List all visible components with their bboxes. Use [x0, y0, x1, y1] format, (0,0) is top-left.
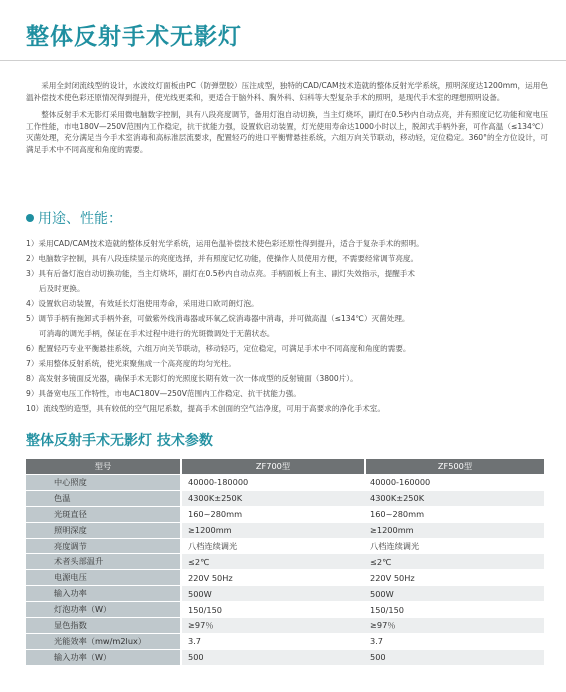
uses-item: 6）配置轻巧专业平衡悬挂系统，六组万向关节联动，移动轻巧，定位稳定，可满足手术中不同高度和角度的需要。	[26, 344, 411, 353]
spec-param-label: 输入功率	[26, 585, 180, 601]
spec-param-label: 亮度调节	[26, 538, 180, 554]
spec-param-value: ≤2℃	[364, 553, 544, 569]
spec-param-value: 八档连续调光	[364, 538, 544, 554]
uses-item-continued: 可消毒的调光手柄，保证在手术过程中进行的光斑微调处于无菌状态。	[39, 329, 275, 338]
spec-param-value: 500	[364, 649, 544, 665]
intro-paragraph: 整体反射手术无影灯采用微电脑数字控制，具有八段亮度调节，备用灯泡自动切换，当主灯烧坏，副灯在0.5秒内自动点亮，并有照度记忆功能和宽电压工作性能，市电180V—250V范围内工作稳定，抗干扰能力强，设置软启动装置，灯光使用寿命达1000小时以上，脱卸式手柄外套，可作高温（≤134℃）灭菌处理，充分满足当今手术室消毒和高标准层流要求，配置轻巧的进口平衡臂悬挂系统，六组万向关节联动，移动轻，定位稳定。360°的全方位设计，可满足手术中不同高度和角度的需要。	[26, 110, 548, 154]
spec-param-value: 150/150	[364, 601, 544, 617]
spec-header-model: 型号	[26, 459, 180, 474]
spec-param-value: 160~280mm	[180, 506, 364, 522]
spec-param-value: ≥1200mm	[180, 522, 364, 538]
spec-param-label: 电源电压	[26, 569, 180, 585]
spec-param-value: 八档连续调光	[180, 538, 364, 554]
uses-item: 3）具有后备灯泡自动切换功能，当主灯烧坏，副灯在0.5秒内自动点亮。手柄面板上有主、副灯失效指示，提醒手术	[26, 269, 415, 278]
spec-param-label: 色温	[26, 490, 180, 506]
spec-param-value: 40000-160000	[364, 474, 544, 490]
table-row	[26, 633, 544, 649]
table-row	[26, 601, 544, 617]
spec-param-value: 3.7	[364, 633, 544, 649]
spec-table	[26, 459, 544, 665]
spec-title: 整体反射手术无影灯 技术参数	[26, 433, 213, 449]
spec-header-zf700: ZF700型	[180, 459, 364, 474]
spec-param-label: 输入功率（W）	[26, 649, 180, 665]
uses-item-continued: 后及时更换。	[39, 284, 85, 293]
spec-param-value: 4300K±250K	[364, 490, 544, 506]
uses-item: 5）调节手柄有拖卸式手柄外套，可做紫外线消毒器或环氧乙烷消毒器中消毒，并可做高温（≤134℃）灭菌处理。	[26, 314, 410, 323]
table-row	[26, 522, 544, 538]
spec-param-value: ≤2℃	[180, 553, 364, 569]
spec-param-label: 中心照度	[26, 474, 180, 490]
spec-param-label: 显色指数	[26, 617, 180, 633]
spec-header-zf500: ZF500型	[364, 459, 544, 474]
spec-header-row	[26, 459, 544, 474]
spec-param-value: 500W	[180, 585, 364, 601]
table-row	[26, 490, 544, 506]
spec-param-value: 3.7	[180, 633, 364, 649]
table-row	[26, 506, 544, 522]
uses-item: 9）具备宽电压工作特性，市电AC180V—250V范围内工作稳定、抗干扰能力强。	[26, 389, 301, 398]
uses-item: 2）电脑数字控制，具有八段连续显示的亮度选择，并有照度记忆功能，使操作人员使用方便，不需要经常调节亮度。	[26, 254, 419, 263]
spec-param-value: 500W	[364, 585, 544, 601]
table-row	[26, 585, 544, 601]
spec-param-label: 照明深度	[26, 522, 180, 538]
spec-param-label: 光能效率（mw/m2lux）	[26, 633, 180, 649]
table-row	[26, 569, 544, 585]
uses-heading	[26, 208, 122, 228]
spec-param-label: 灯泡功率（W）	[26, 601, 180, 617]
spec-param-value: 160~280mm	[364, 506, 544, 522]
title-divider	[0, 60, 566, 61]
uses-heading-text: 用途、性能：	[38, 211, 122, 227]
uses-item: 7）采用整体反射系统，使光束聚焦成一个高亮度的均匀光柱。	[26, 359, 236, 368]
table-row	[26, 474, 544, 490]
table-row	[26, 649, 544, 665]
spec-param-value: 150/150	[180, 601, 364, 617]
page-title: 整体反射手术无影灯	[26, 24, 242, 50]
uses-list	[26, 236, 552, 416]
uses-item: 8）高发射多镜面反光器，确保手术无影灯的光照度长期有效一次一体成型的反射镜面（3800片）。	[26, 374, 358, 383]
uses-item: 1）采用CAD/CAM技术造就的整体反射光学系统，运用色温补偿技术使色彩还原性得到提升，适合于复杂手术的照明。	[26, 239, 424, 248]
table-row	[26, 617, 544, 633]
uses-item: 4）设置软启动装置，有效延长灯泡使用寿命，采用进口欧司朗灯泡。	[26, 299, 259, 308]
spec-param-value: ≥1200mm	[364, 522, 544, 538]
spec-param-value: ≥97％	[364, 617, 544, 633]
spec-param-value: 40000-180000	[180, 474, 364, 490]
intro-section	[26, 80, 548, 161]
spec-param-value: 220V 50Hz	[180, 569, 364, 585]
spec-param-value: 4300K±250K	[180, 490, 364, 506]
uses-item: 10）流线型的造型，具有较低的空气阻尼系数，提高手术创面的空气洁净度，可用于高要求的净化手术室。	[26, 404, 385, 413]
table-row	[26, 553, 544, 569]
intro-paragraph: 采用全封闭流线型的设计，水波纹灯面板由PC（防弹塑胶）压注成型，独特的CAD/CAM技术造就的整体反射光学系统，照明深度达1200mm，运用色温补偿技术使色彩还原情况得到提升，使光线更柔和，更适合于脑外科、胸外科、妇科等大型复杂手术的照明，是现代手术室的理想照明设备。	[26, 81, 548, 102]
spec-param-value: 500	[180, 649, 364, 665]
spec-param-label: 光斑直径	[26, 506, 180, 522]
spec-param-value: ≥97％	[180, 617, 364, 633]
spec-param-label: 术者头部温升	[26, 553, 180, 569]
table-row	[26, 538, 544, 554]
bullet-dot-icon	[26, 214, 34, 222]
spec-param-value: 220V 50Hz	[364, 569, 544, 585]
